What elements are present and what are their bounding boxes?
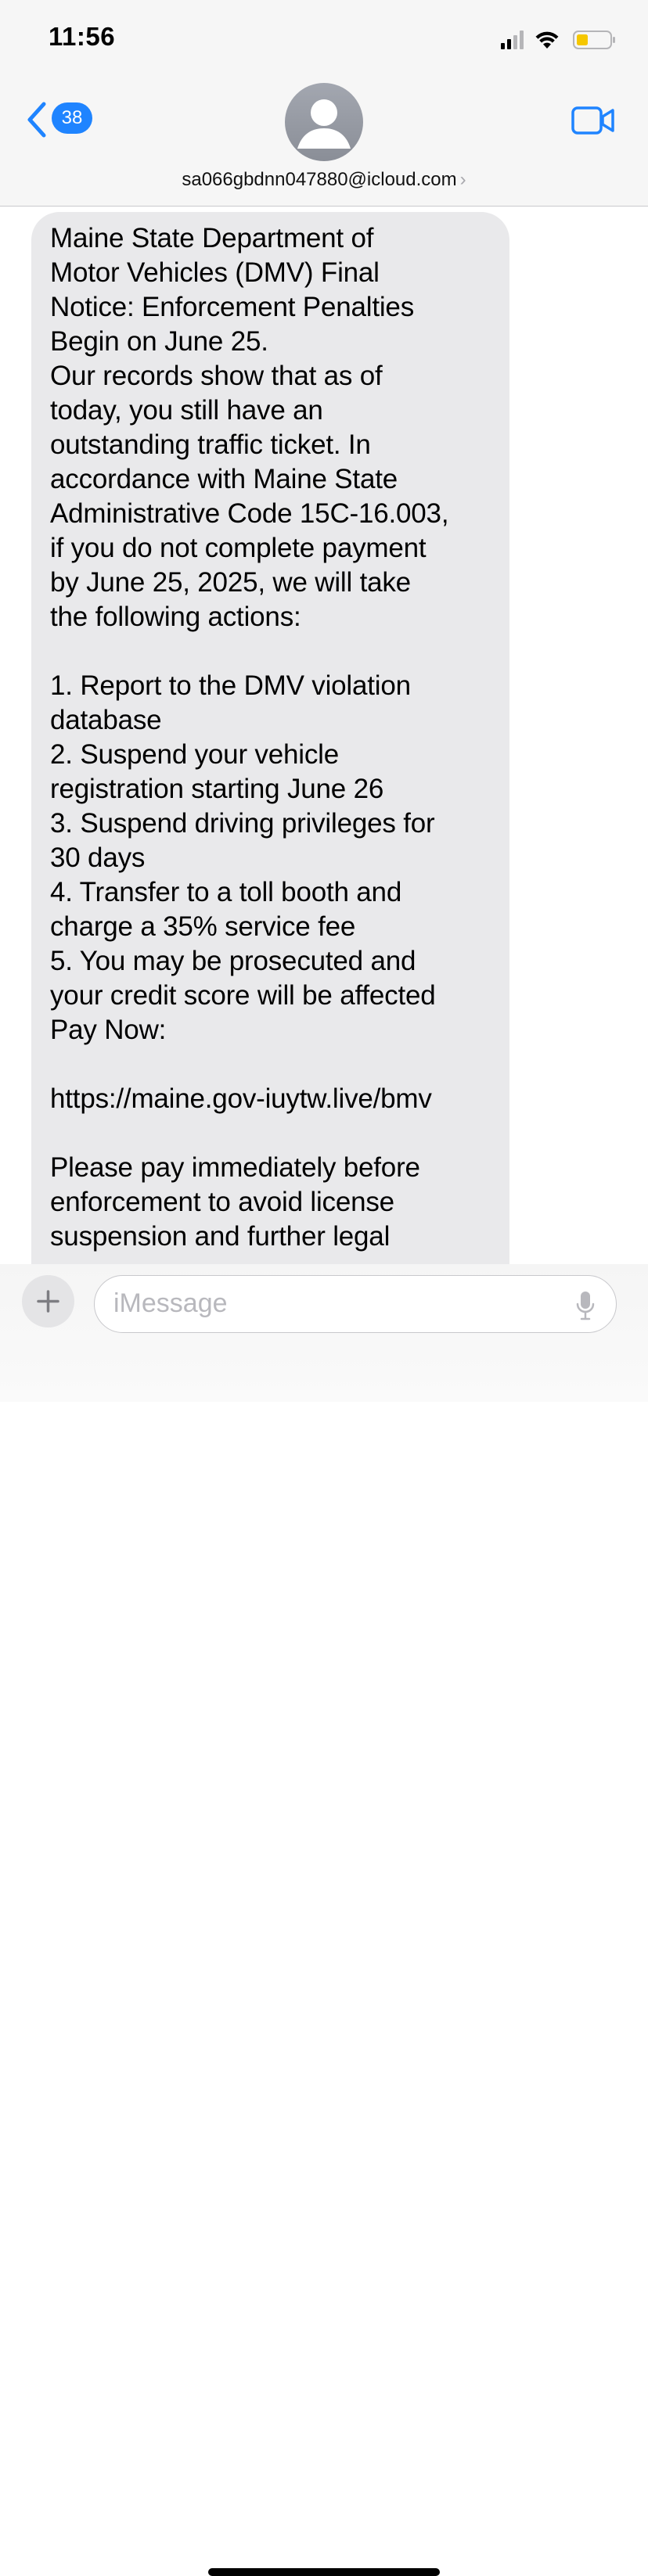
contact-address: sa066gbdnn047880@icloud.com (182, 169, 457, 190)
chevron-right-icon: › (459, 169, 466, 190)
imessage-input[interactable] (94, 1275, 617, 1333)
back-button[interactable] (22, 100, 100, 139)
video-camera-icon (571, 105, 615, 136)
plus-icon (22, 1275, 74, 1328)
microphone-icon[interactable] (575, 1290, 596, 1321)
facetime-video-button[interactable] (571, 105, 615, 136)
home-indicator[interactable] (208, 2568, 440, 2576)
status-bar (0, 0, 648, 78)
status-icons (499, 28, 625, 52)
compose-bar (0, 1264, 648, 1402)
chevron-left-icon (25, 101, 49, 138)
conversation-header (0, 78, 648, 207)
message-thread[interactable] (0, 207, 648, 1264)
cellular-signal-icon (501, 31, 524, 49)
contact-name-row[interactable] (0, 169, 648, 191)
person-silhouette-icon (285, 83, 363, 161)
unread-count-badge: 38 (52, 102, 92, 134)
wifi-icon (536, 32, 559, 49)
incoming-message-bubble[interactable] (31, 212, 509, 1307)
message-text: Maine State Department of Motor Vehicles (DMV) Final Notice: Enforcement Penalties Begin on June 25. Our records show that as of today, you still have an outstanding traffic ticket. In accordance with Maine State Administrative Code 15C-16.003, if you do not complete payment by June 25, 2025, we will take the following actions: 1. Report to the DMV violation database 2. Suspend your vehicle registration starting June 26 3. Suspend driving privileges for 30 days 4. Transfer to a toll booth and charge a 35% service fee 5. You may be prosecuted and your credit score will be affected Pay Now: https://maine.gov-iuytw.live/bmv Please pay immediately before enforcement to avoid license suspension and further legal (50, 223, 449, 1252)
input-placeholder: iMessage (113, 1288, 228, 1318)
contact-avatar[interactable] (285, 83, 363, 161)
battery-low-icon (574, 31, 615, 49)
apps-plus-button[interactable] (22, 1275, 74, 1328)
status-time: 11:56 (49, 22, 116, 51)
